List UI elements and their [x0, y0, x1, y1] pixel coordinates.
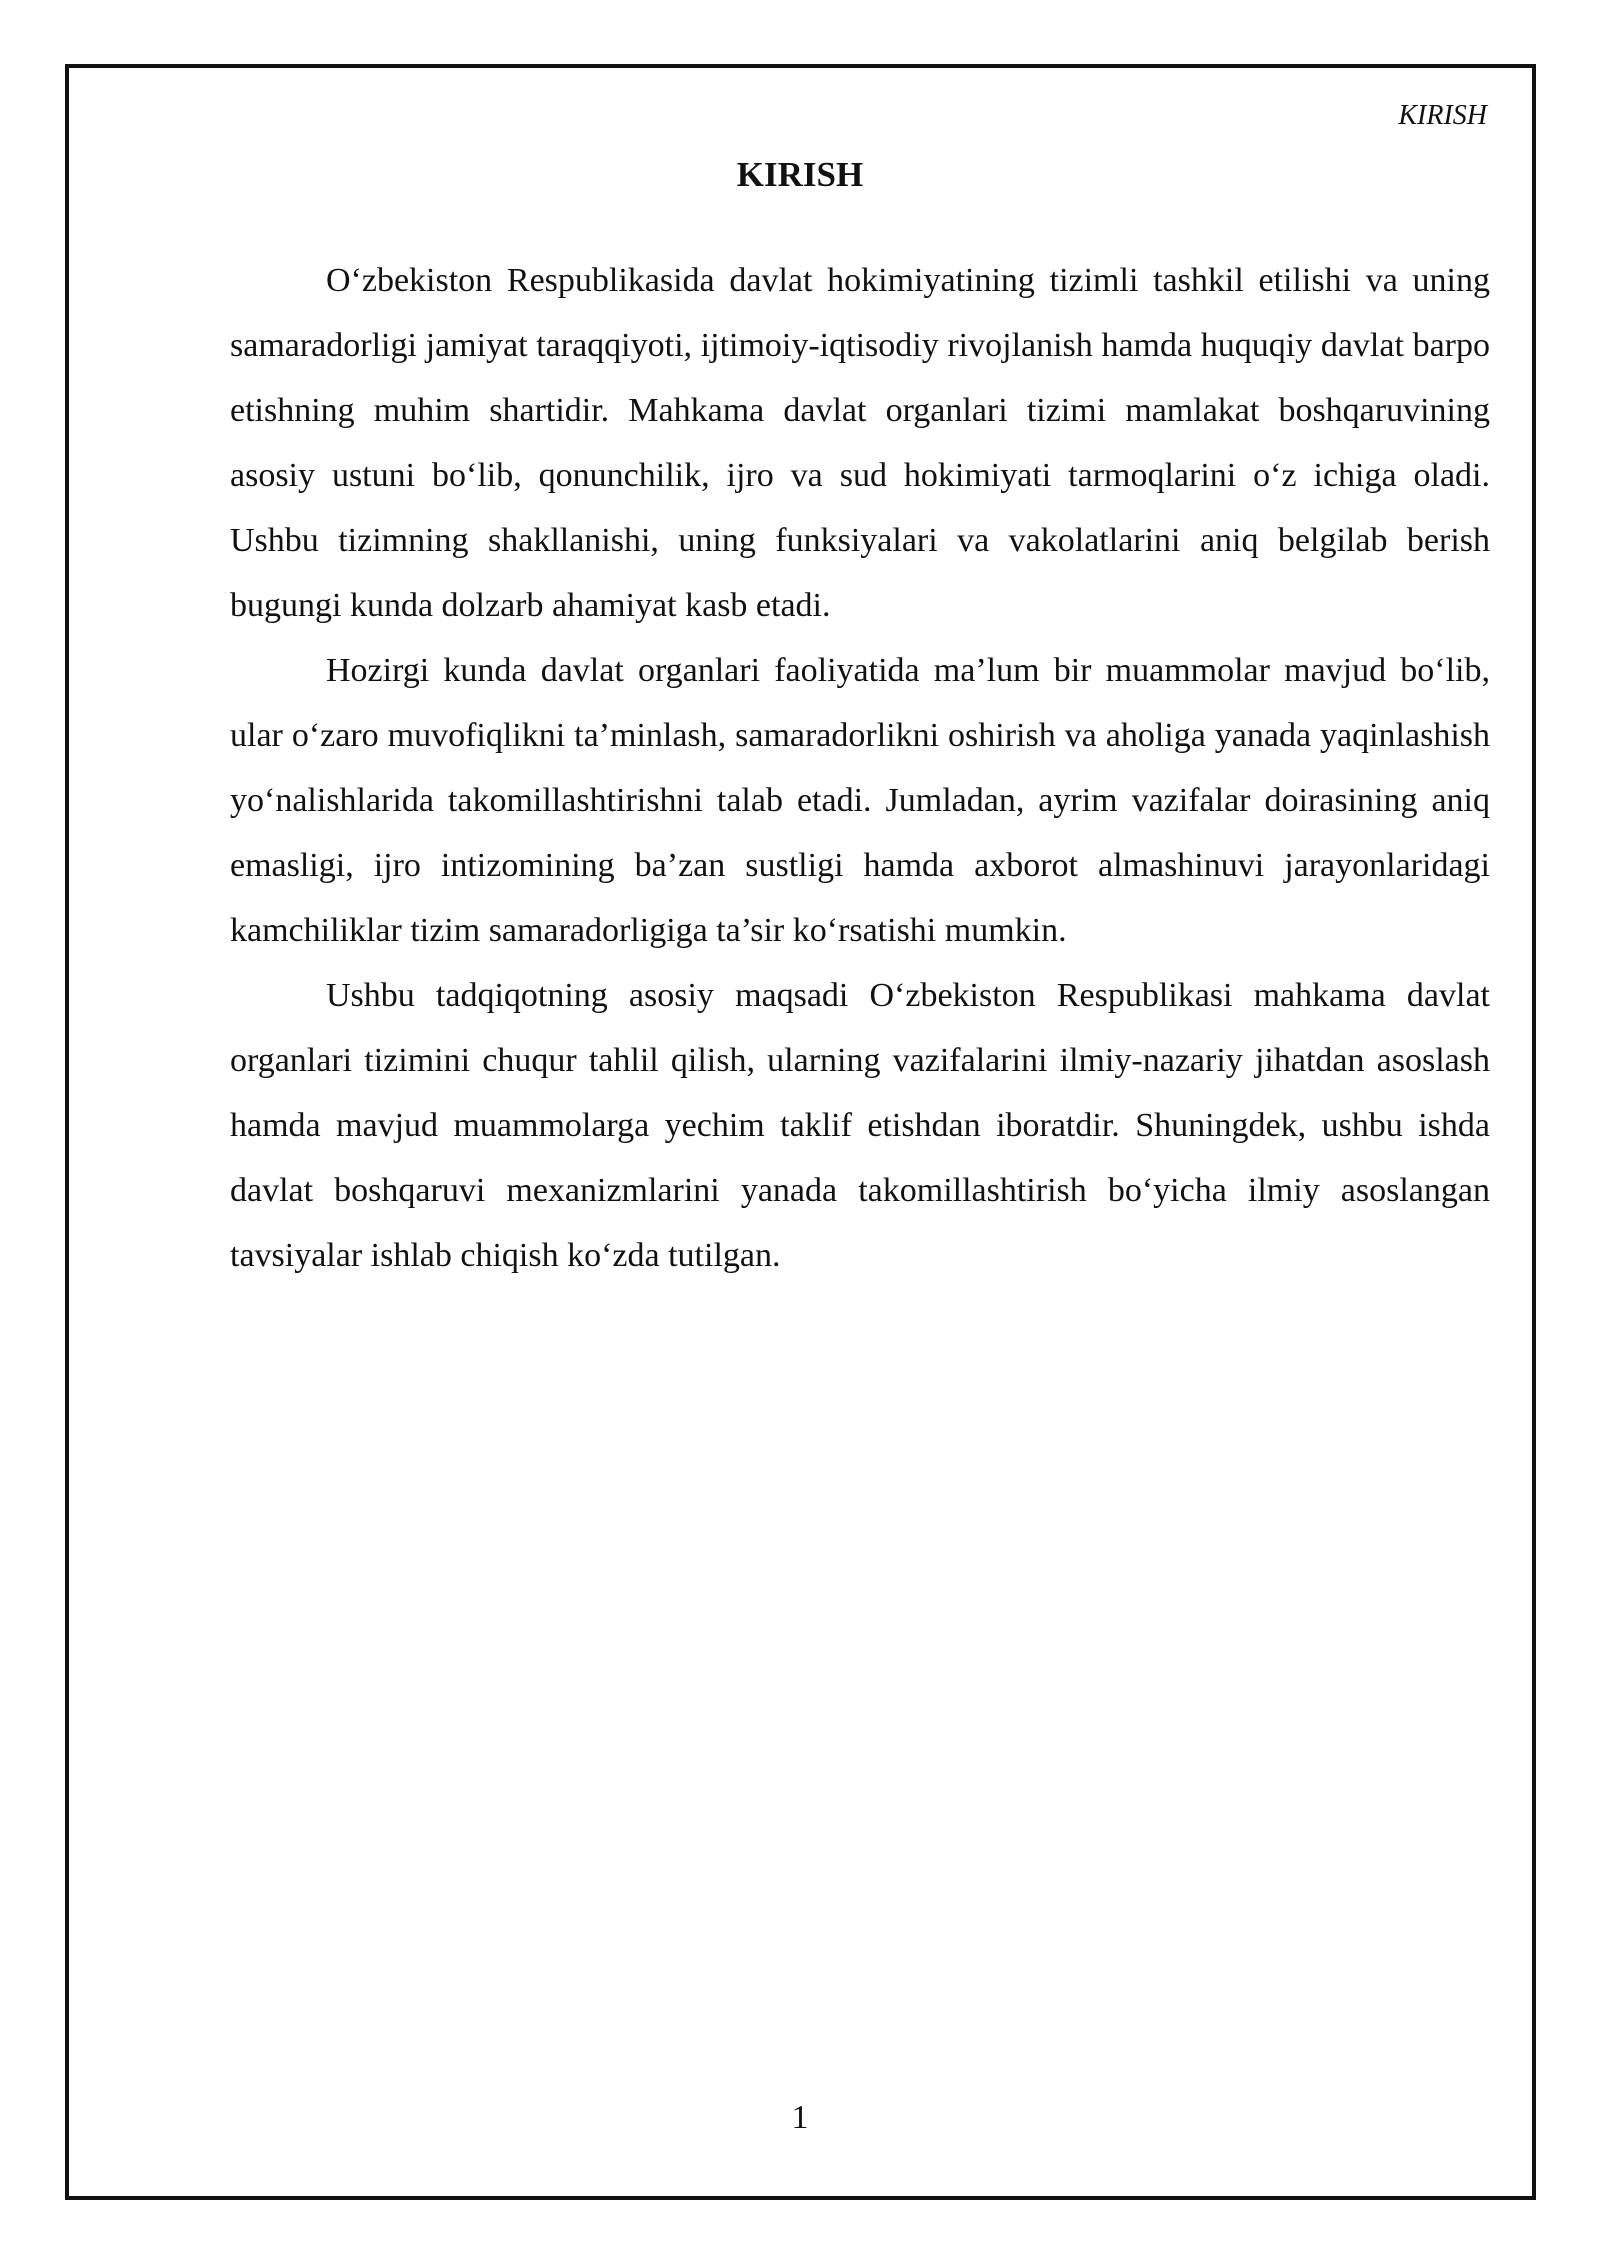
paragraph-2: Hozirgi kunda davlat organlari faoliyatida ma’lum bir muammolar mavjud bo‘lib, ular o‘zaro muvofiqlikni ta’minlash, samaradorlikni oshirish va aholiga yanada yaqinlashish yo‘nalishlarida takomillashtirishni talab etadi. Jumladan, ayrim vazifalar doirasining aniq emasligi, ijro intizomining ba’zan sustligi hamda axborot almashinuvi jarayonlaridagi kamchiliklar tizim samaradorligiga ta’sir ko‘rsatishi mumkin. — [230, 652, 1490, 949]
running-header: KIRISH — [1398, 100, 1487, 131]
paragraph-3: Ushbu tadqiqotning asosiy maqsadi O‘zbekiston Respublikasi mahkama davlat organlari tizimini chuqur tahlil qilish, ularning vazifalarini ilmiy-nazariy jihatdan asoslash hamda mavjud muammolarga yechim taklif etishdan iboratdir. Shuningdek, ushbu ishda davlat boshqaruvi mexanizmlarini yanada takomillashtirish bo‘yicha ilmiy asoslangan tavsiyalar ishlab chiqish ko‘zda tutilgan. — [230, 977, 1490, 1274]
paragraph-1: O‘zbekiston Respublikasida davlat hokimiyatining tizimli tashkil etilishi va uning samaradorligi jamiyat taraqqiyoti, ijtimoiy-iqtisodiy rivojlanish hamda huquqiy davlat barpo etishning muhim shartidir. Mahkama davlat organlari tizimi mamlakat boshqaruvining asosiy ustuni bo‘lib, qonunchilik, ijro va sud hokimiyati tarmoqlarini o‘z ichiga oladi. Ushbu tizimning shakllanishi, uning funksiyalari va vakolatlarini aniq belgilab berish bugungi kunda dolzarb ahamiyat kasb etadi. — [230, 262, 1490, 624]
body-text — [230, 248, 1490, 1288]
page-number: 1 — [791, 2099, 809, 2136]
chapter-title: KIRISH — [736, 155, 864, 194]
